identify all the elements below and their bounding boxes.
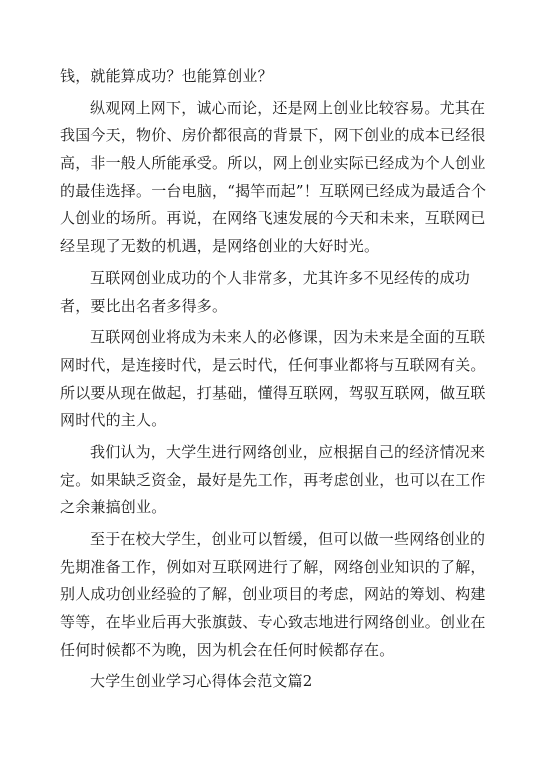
- text-line: 网时代，是连接时代，是云时代，任何事业都将与互联网有关。: [60, 356, 486, 374]
- text-line: 我国今天，物价、房价都很高的背景下，网下创业的成本已经很: [60, 126, 486, 144]
- text-line: 所以要从现在做起，打基础，懂得互联网，驾驭互联网，做互联: [60, 384, 486, 402]
- text-line: 者，要比出名者多得多。: [60, 297, 228, 315]
- text-line: 我们认为，大学生进行网络创业，应根据自己的经济情况来: [90, 443, 486, 461]
- section-heading: 大学生创业学习心得体会范文篇2: [90, 672, 313, 690]
- text-line: 定。如果缺乏资金，最好是先工作，再考虑创业，也可以在工作: [60, 471, 486, 489]
- text-line: 高，非一般人所能承受。所以，网上创业实际已经成为个人创业: [60, 154, 486, 172]
- text-line: 互联网创业将成为未来人的必修课，因为未来是全面的互联: [90, 328, 486, 346]
- text-line: 的最佳选择。一台电脑，“揭竿而起”！互联网已经成为最适合个: [60, 182, 487, 200]
- text-line: 人创业的场所。再说，在网络飞速发展的今天和未来，互联网已: [60, 209, 486, 227]
- text-line: 任何时候都不为晚，因为机会在任何时候都存在。: [60, 641, 395, 659]
- text-line: 网时代的主人。: [60, 411, 167, 429]
- text-line: 纵观网上网下，诚心而论，还是网上创业比较容易。尤其在: [90, 99, 486, 117]
- text-line: 钱，就能算成功？也能算创业？: [60, 67, 273, 85]
- text-line: 经呈现了无数的机遇，是网络创业的大好时光。: [60, 237, 380, 255]
- text-line: 别人成功创业经验的了解，创业项目的考虑，网站的筹划、构建: [60, 585, 486, 603]
- text-line: 互联网创业成功的个人非常多，尤其许多不见经传的成功: [90, 269, 471, 287]
- text-line: 等等，在毕业后再大张旗鼓、专心致志地进行网络创业。创业在: [60, 613, 486, 631]
- text-line: 至于在校大学生，创业可以暂缓，但可以做一些网络创业的: [90, 530, 486, 548]
- text-line: 之余兼搞创业。: [60, 498, 167, 516]
- text-line: 先期准备工作，例如对互联网进行了解，网络创业知识的了解，: [60, 558, 486, 576]
